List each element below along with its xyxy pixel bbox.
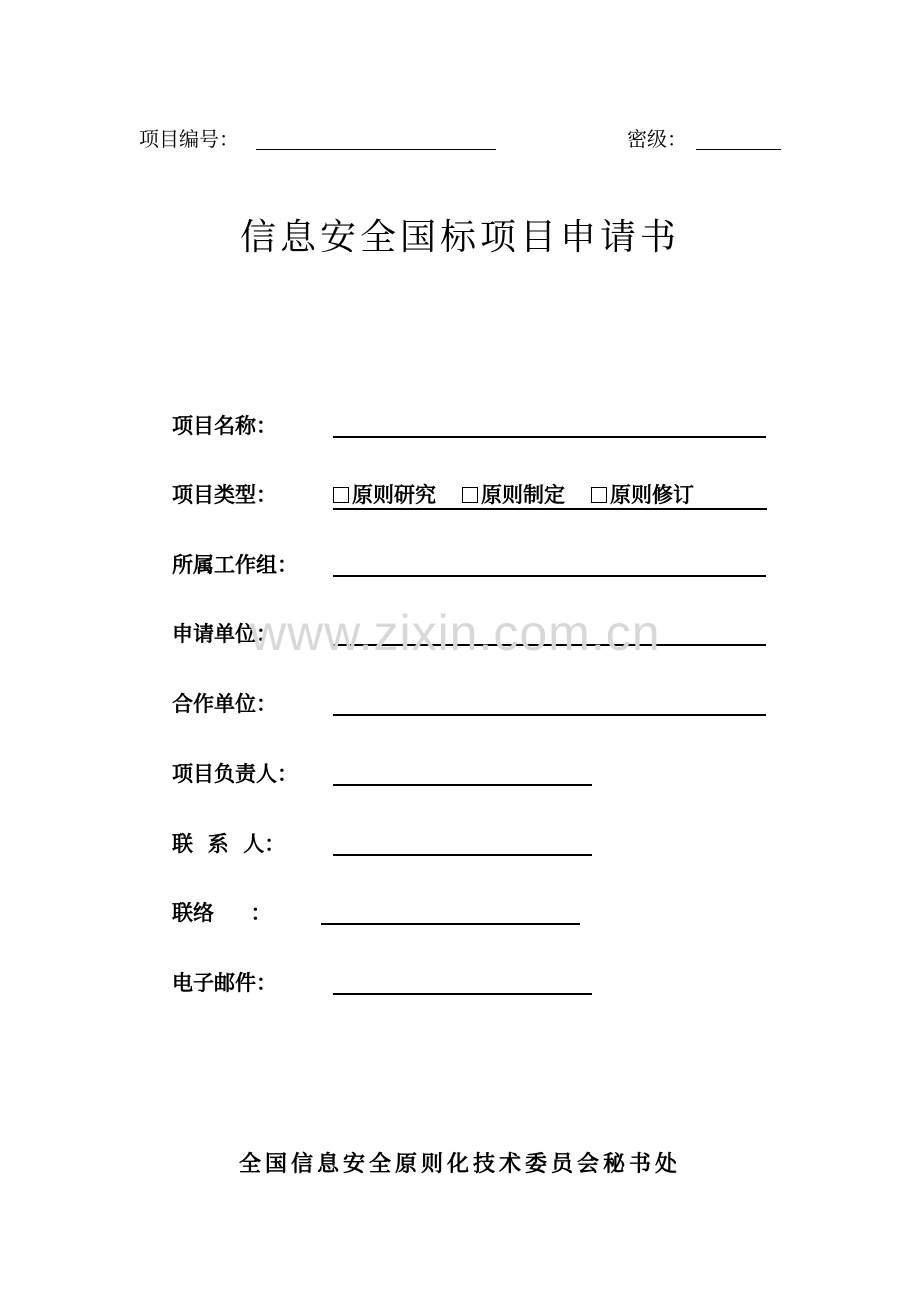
email-label: 电子邮件： — [172, 971, 277, 995]
project-name-label: 项目名称： — [172, 414, 277, 438]
project-number-label: 项目编号： — [139, 127, 239, 151]
option-label: 原则修订 — [610, 483, 694, 507]
contact-field[interactable] — [321, 923, 580, 925]
secret-level-label: 密级： — [627, 127, 687, 151]
project-type-label: 项目类型： — [172, 483, 277, 507]
project-leader-field[interactable] — [333, 784, 592, 786]
applicant-unit-field[interactable] — [333, 644, 766, 646]
contact-person-field[interactable] — [333, 854, 592, 856]
option-label: 原则制定 — [481, 483, 565, 507]
partner-unit-field[interactable] — [333, 714, 766, 716]
project-name-field[interactable] — [333, 436, 766, 438]
project-number-field[interactable] — [256, 149, 496, 150]
contact-person-label: 联 系 人： — [172, 832, 286, 856]
document-title: 信息安全国标项目申请书 — [239, 217, 680, 258]
project-type-options — [333, 482, 767, 510]
option-formulate[interactable] — [462, 482, 565, 508]
working-group-label: 所属工作组： — [172, 553, 298, 577]
option-revise[interactable] — [591, 482, 694, 508]
checkbox-icon[interactable] — [591, 487, 607, 503]
secret-level-field[interactable] — [696, 149, 781, 150]
applicant-unit-label: 申请单位： — [172, 622, 277, 646]
partner-unit-label: 合作单位： — [172, 692, 277, 716]
watermark: www.zixin.com.cn — [250, 605, 661, 661]
project-leader-label: 项目负责人： — [172, 762, 298, 786]
contact-label: 联络 ： — [172, 901, 272, 925]
option-research[interactable] — [333, 482, 436, 508]
issuer-footer: 全国信息安全原则化技术委员会秘书处 — [238, 1152, 681, 1177]
email-field[interactable] — [333, 993, 592, 995]
option-label: 原则研究 — [352, 483, 436, 507]
checkbox-icon[interactable] — [333, 487, 349, 503]
working-group-field[interactable] — [333, 575, 766, 577]
checkbox-icon[interactable] — [462, 487, 478, 503]
